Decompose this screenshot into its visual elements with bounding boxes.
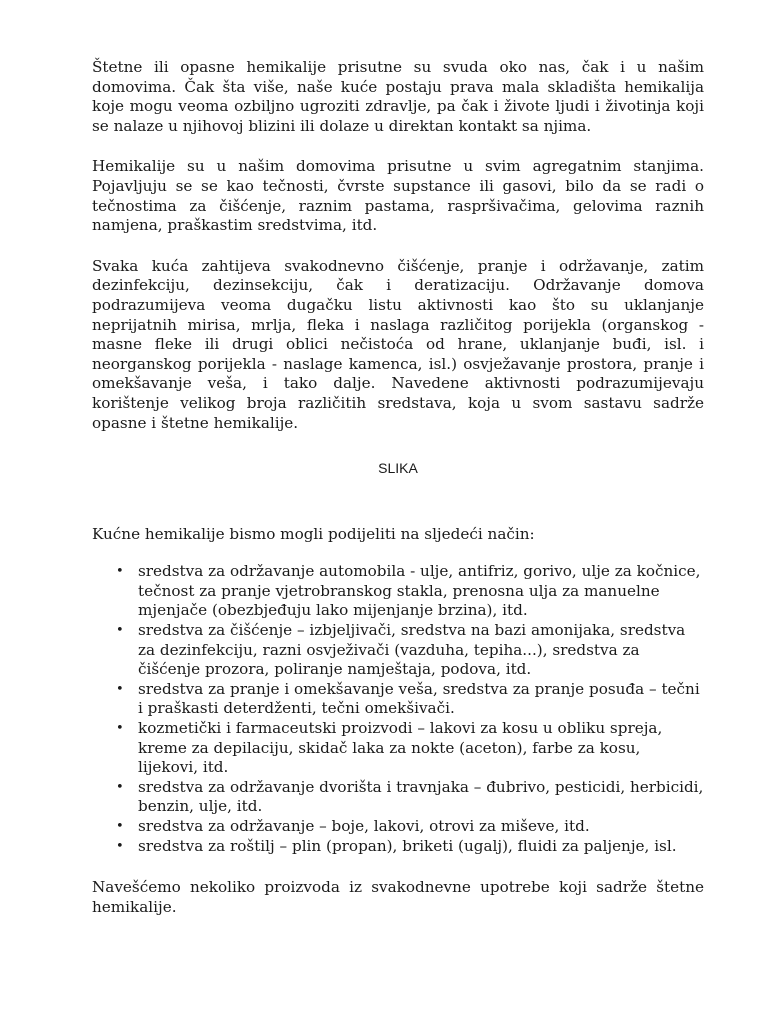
chemicals-list [92, 562, 704, 856]
list-item [116, 836, 704, 857]
bullet-icon: • [116, 623, 124, 639]
list-item-text: sredstva za održavanje – boje, lakovi, otrovi za miševe, itd. [138, 817, 590, 835]
list-item-text: sredstva za pranje i omekšavanje veša, sredstva za pranje posuđa – tečni i praškasti deterdženti, tečni omekšivači. [138, 679, 700, 718]
bullet-icon: • [116, 681, 124, 697]
list-item [116, 679, 704, 719]
bullet-icon: • [116, 721, 124, 737]
paragraph-intro: Štetne ili opasne hemikalije prisutne su svuda oko nas, čak i u našim domovima. Čak šta više, naše kuće postaju prava mala skladišta hemikalija koje mogu veoma ozbiljno ugroziti zdravlje, pa čak i živote ljudi i životinja koji se nalaze u njihovoj blizini ili dolaze u direktan kontakt sa njima. [92, 58, 704, 135]
list-item [116, 817, 704, 837]
list-item [116, 562, 704, 621]
list-item [116, 621, 704, 680]
list-item-text: sredstva za održavanje dvorišta i travnjaka – đubrivo, pesticidi, herbicidi, benzin, ulje, itd. [138, 777, 704, 816]
list-intro: Kućne hemikalije bismo mogli podijeliti na sljedeći način: [92, 524, 535, 543]
list-item [116, 719, 704, 778]
bullet-icon: • [116, 564, 124, 580]
paragraph-aggregate-states: Hemikalije su u našim domovima prisutne u svim agregatnim stanjima. Pojavljuju se se kao tečnosti, čvrste supstance ili gasovi, bilo da se radi o tečnostima za čišćenje, raznim pastama, raspršivačima, gelovima raznih namjena, praškastim sredstvima, itd. [92, 157, 704, 235]
document-page [92, 58, 704, 938]
list-item-text: sredstva za čišćenje – izbjeljivači, sredstva na bazi amonijaka, sredstva za dezinfekciju, razni osvježivači (vazduha, tepiha...), sredstva za čišćenje prozora, poliranje namještaja, podova, itd. [138, 621, 686, 679]
list-item-text: sredstva za održavanje automobila - ulje, antifriz, gorivo, ulje za kočnice, tečnost za pranje vjetrobranskog stakla, prenosna ulja za manuelne mjenjače (obezbjeđuju lako mijenjanje brzina), itd. [138, 562, 701, 620]
paragraph-closing: Navešćemo nekoliko proizvoda iz svakodnevne upotrebe koji sadrže štetne hemikalije. [92, 878, 704, 916]
list-item-text: sredstva za roštilj – plin (propan), briketi (ugalj), fluidi za paljenje, isl. [138, 836, 677, 855]
bullet-icon: • [116, 779, 124, 795]
bullet-icon: • [116, 819, 124, 834]
paragraph-household-maintenance: Svaka kuća zahtijeva svakodnevno čišćenje, pranje i održavanje, zatim dezinfekciju, dezinsekciju, čak i deratizaciju. Održavanje domova podrazumijeva veoma dugačku listu aktivnosti kao što su uklanjanje neprijatnih mirisa, mrlja, fleka i naslaga različitog porijekla (organskog - masne fleke ili drugi oblici nečistoća od hrane, uklanjanje buđi, isl. i neorganskog porijekla - naslage kamenca, isl.) osvježavanje prostora, pranje i omekšavanje veša, i tako dalje. Navedene aktivnosti podrazumijevaju korištenje velikog broja različitih sredstava, koja u svom sastavu sadrže opasne i štetne hemikalije. [92, 256, 704, 432]
list-item [116, 777, 704, 817]
image-placeholder-caption: SLIKA [378, 460, 418, 477]
bullet-icon: • [116, 838, 124, 854]
list-item-text: kozmetički i farmaceutski proizvodi – lakovi za kosu u obliku spreja, kreme za depilaciju, skidač laka za nokte (aceton), farbe za kosu, lijekovi, itd. [138, 719, 663, 777]
